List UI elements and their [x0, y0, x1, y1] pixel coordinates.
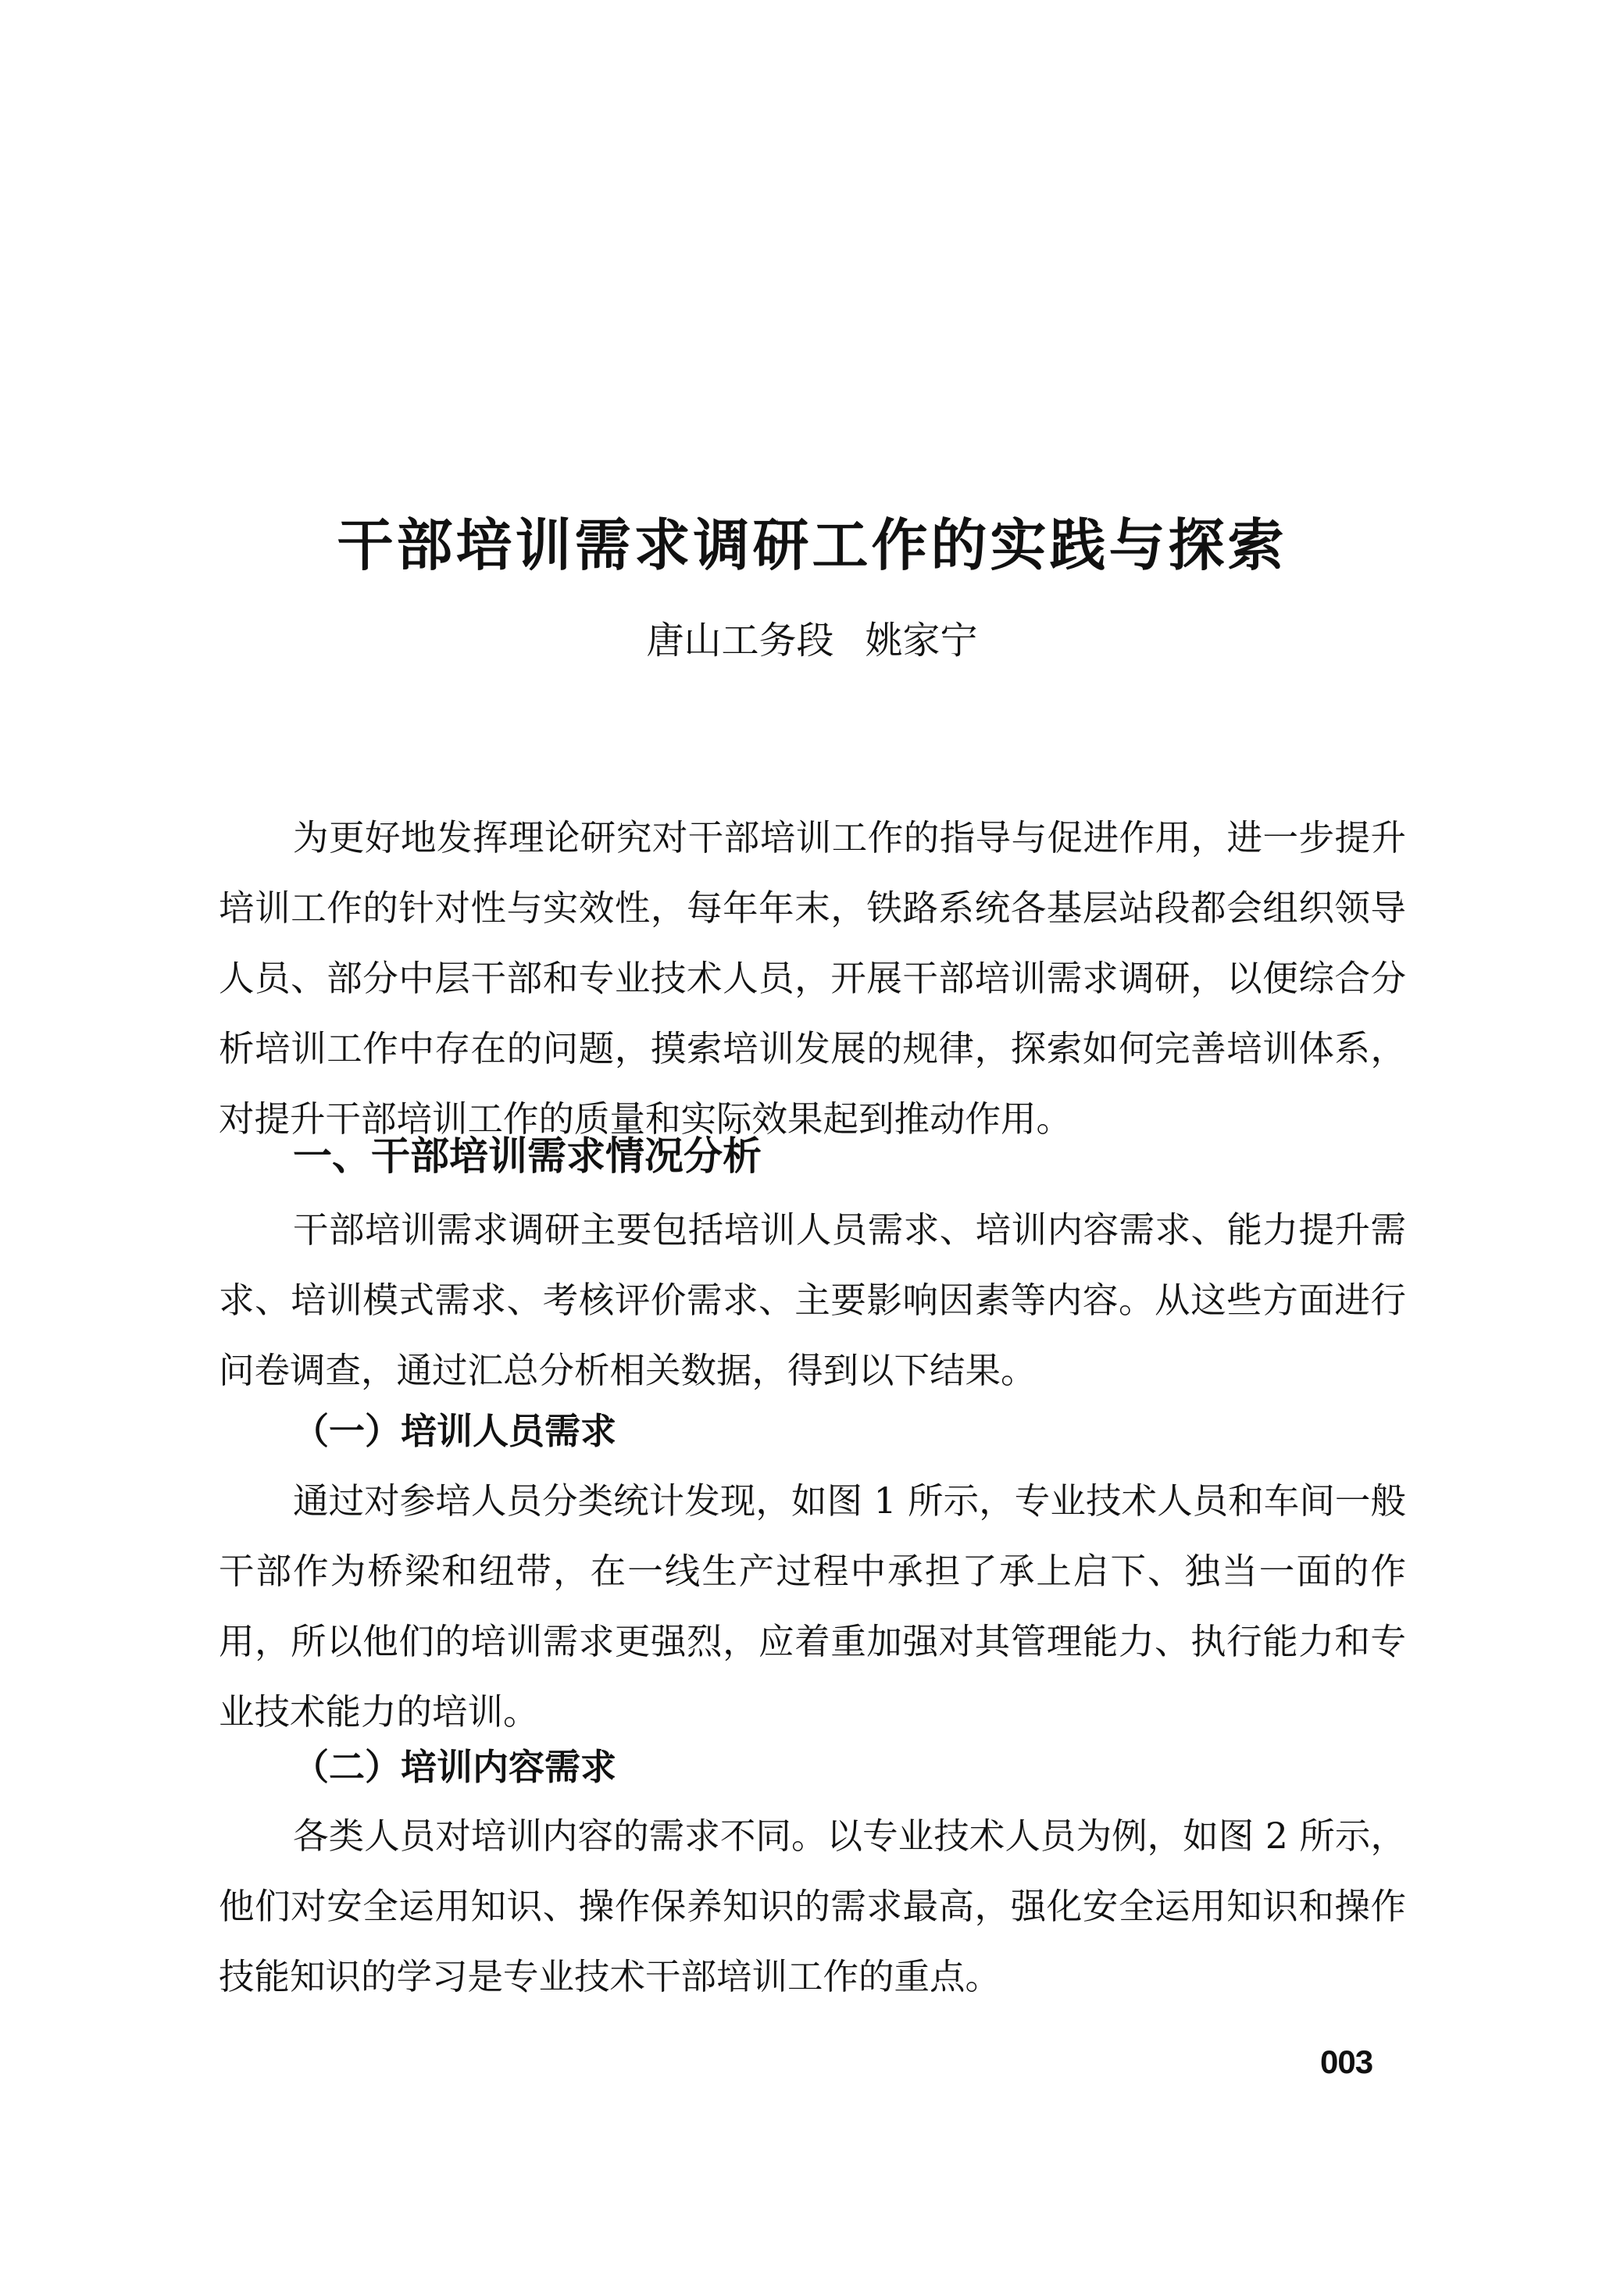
author-organization: 唐山工务段	[646, 619, 834, 662]
subsection-2-paragraph: 各类人员对培训内容的需求不同。以专业技术人员为例，如图 2 所示，他们对安全运用知识、操作保养知识的需求最高，强化安全运用知识和操作技能知识的学习是专业技术干部培训工作的重点。	[219, 1815, 1406, 1997]
subsection-1-paragraph: 通过对参培人员分类统计发现，如图 1 所示，专业技术人员和车间一般干部作为桥梁和纽带，在一线生产过程中承担了承上启下、独当一面的作用，所以他们的培训需求更强烈，应着重加强对其管理能力、执行能力和专业技术能力的培训。	[219, 1480, 1406, 1733]
author-line	[0, 613, 1624, 668]
article-title: 干部培训需求调研工作的实践与探索	[337, 512, 1287, 579]
intro-paragraph: 为更好地发挥理论研究对干部培训工作的指导与促进作用，进一步提升培训工作的针对性与实效性，每年年末，铁路系统各基层站段都会组织领导人员、部分中层干部和专业技术人员，开展干部培训需求调研，以便综合分析培训工作中存在的问题，摸索培训发展的规律，探索如何完善培训体系，对提升干部培训工作的质量和实际效果起到推动作用。	[219, 817, 1406, 1140]
section-heading-1: 一、干部培训需求情况分析	[293, 1133, 762, 1179]
page-number: 003	[1320, 2043, 1373, 2080]
section-1-paragraph: 干部培训需求调研主要包括培训人员需求、培训内容需求、能力提升需求、培训模式需求、考核评价需求、主要影响因素等内容。从这些方面进行问卷调查，通过汇总分析相关数据，得到以下结果。	[219, 1209, 1406, 1391]
subsection-heading-1: （一）培训人员需求	[293, 1410, 616, 1452]
author-name: 姚家宁	[865, 619, 978, 662]
subsection-heading-2: （二）培训内容需求	[293, 1746, 616, 1788]
